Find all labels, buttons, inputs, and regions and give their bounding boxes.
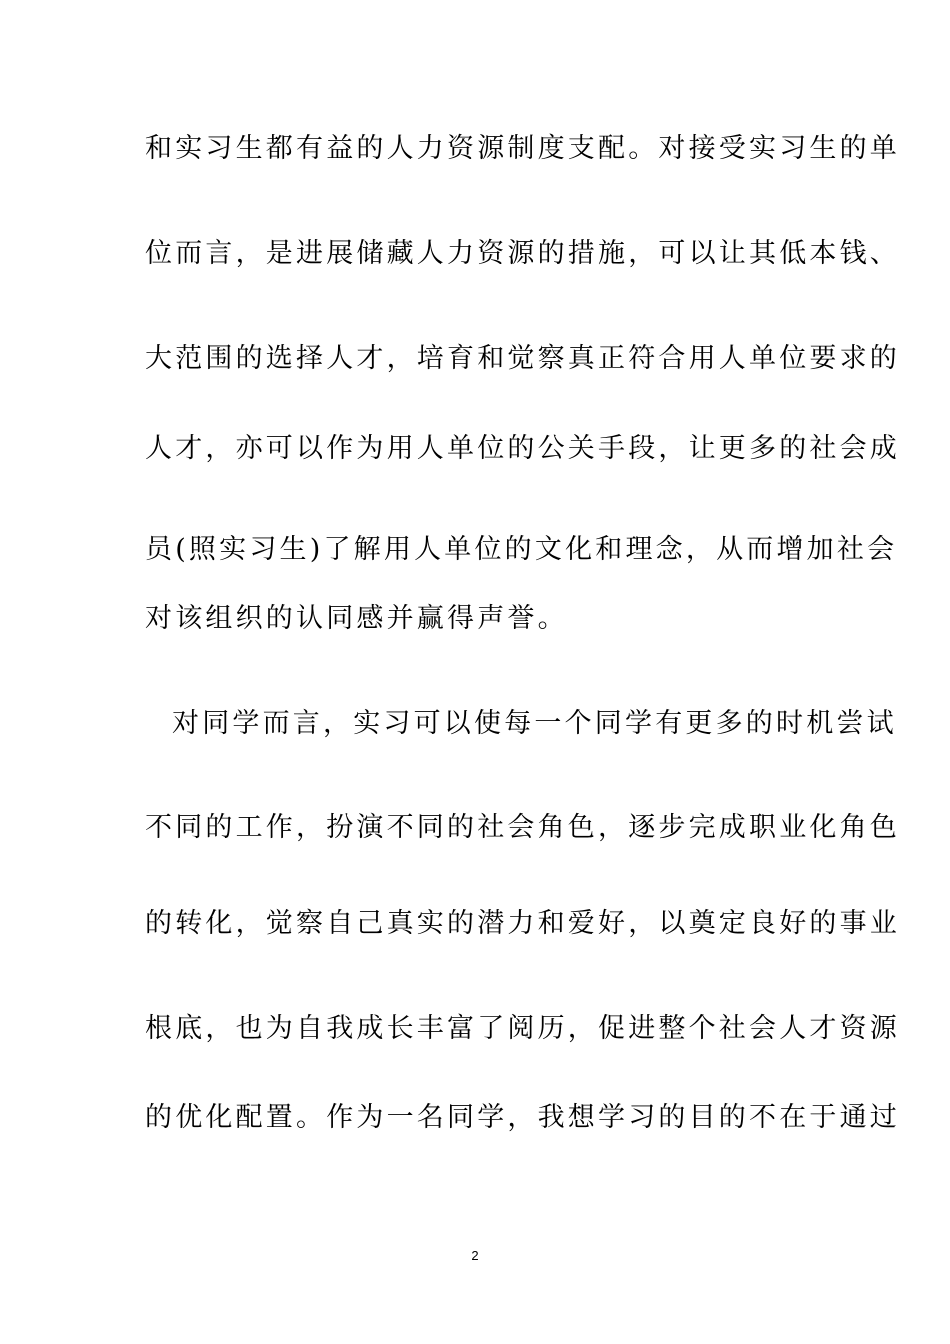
text-line: 的优化配置。作为一名同学，我想学习的目的不在于通过: [145, 1102, 900, 1133]
text-line: 人才，亦可以作为用人单位的公关手段，让更多的社会成: [145, 433, 900, 464]
text-line: 的转化，觉察自己真实的潜力和爱好，以奠定良好的事业: [145, 908, 900, 939]
text-line: 根底，也为自我成长丰富了阅历，促进整个社会人才资源: [145, 1013, 900, 1044]
text-line: 位而言，是进展储藏人力资源的措施，可以让其低本钱、: [145, 238, 900, 269]
page-number: 2: [471, 1248, 479, 1263]
text-line: 对同学而言，实习可以使每一个同学有更多的时机尝试: [172, 708, 897, 739]
text-line: 不同的工作，扮演不同的社会角色，逐步完成职业化角色: [145, 812, 900, 843]
text-line: 大范围的选择人才，培育和觉察真正符合用人单位要求的: [145, 343, 900, 374]
text-line: 对该组织的认同感并赢得声誉。: [145, 603, 568, 634]
text-line: 和实习生都有益的人力资源制度支配。对接受实习生的单: [145, 133, 900, 164]
text-line: 员(照实习生)了解用人单位的文化和理念，从而增加社会: [145, 534, 898, 565]
